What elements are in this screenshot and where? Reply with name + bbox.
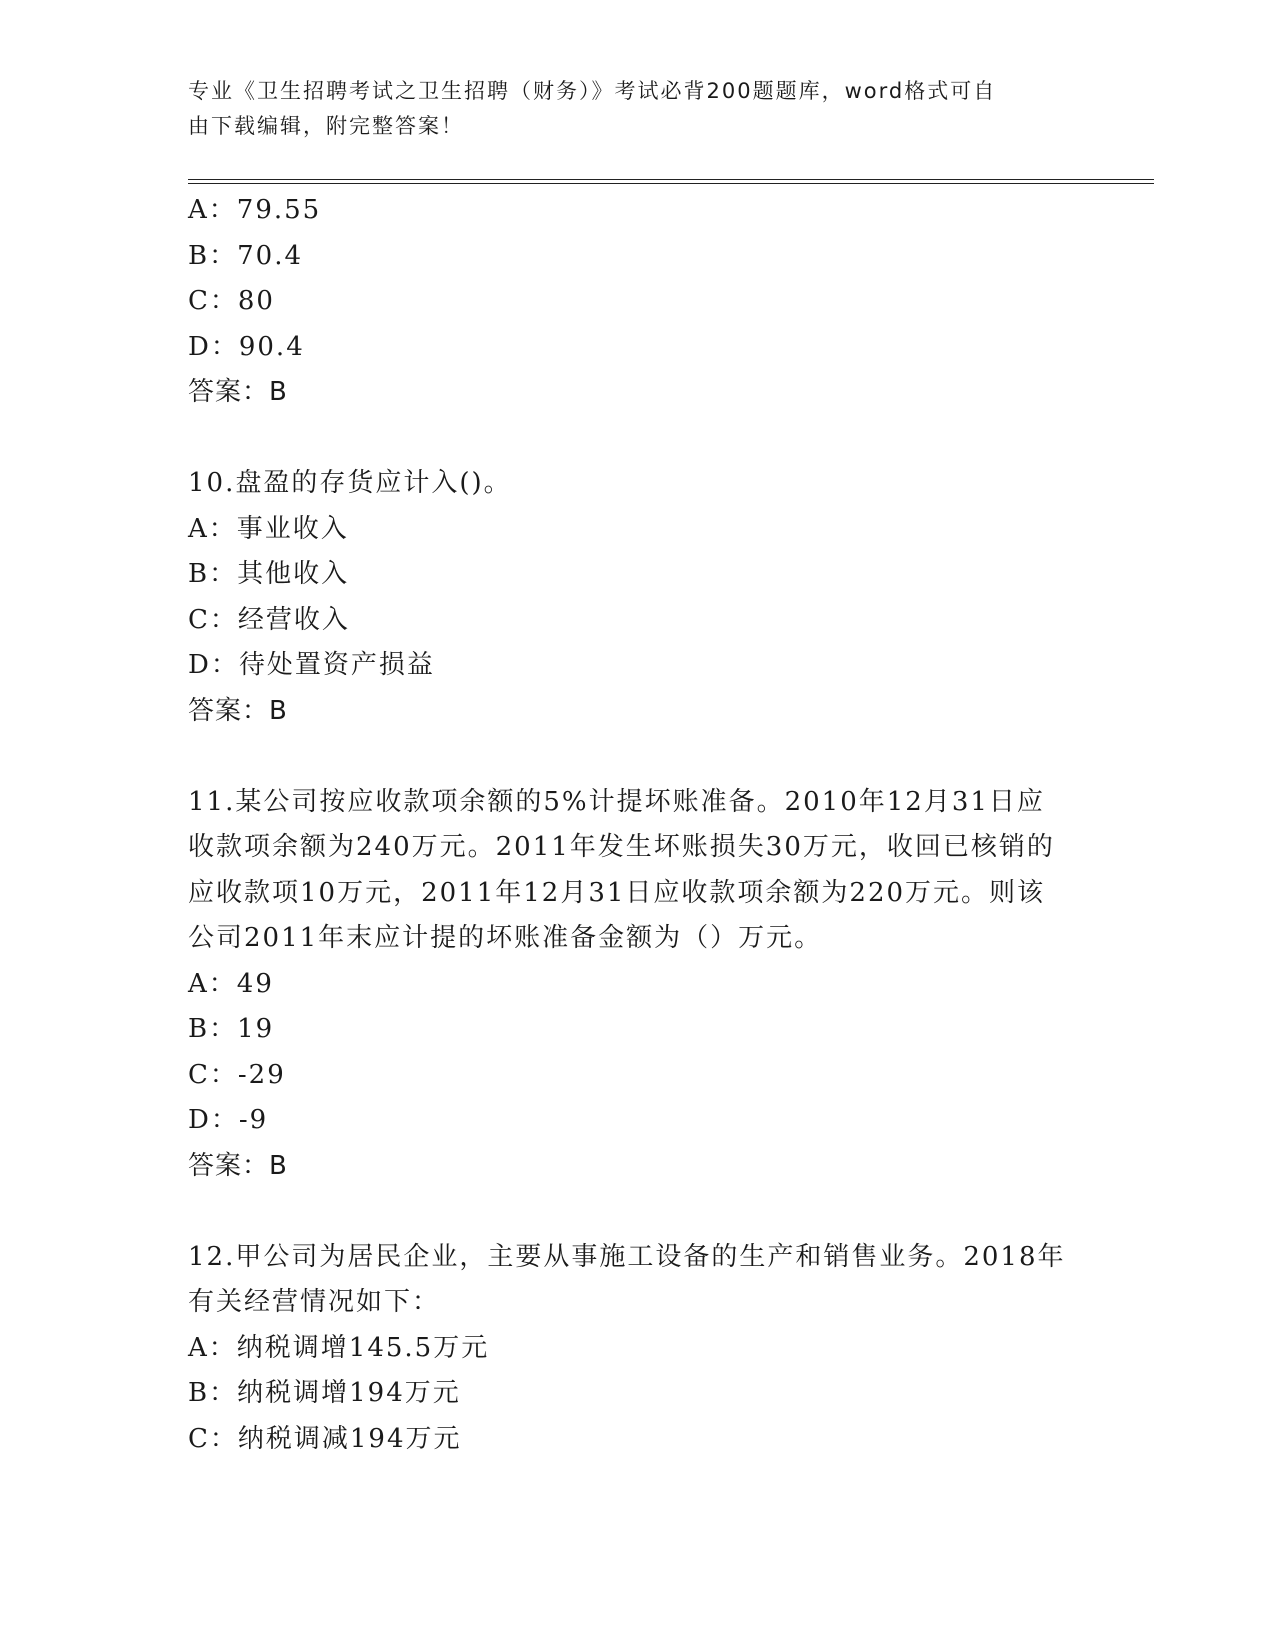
option-d: D：-9 [188,1105,269,1135]
question-11 [188,780,1088,1190]
spacer [188,416,1088,462]
answer: 答案：B [188,377,288,407]
spacer [188,1189,1088,1235]
header-line-1: 专业《卫生招聘考试之卫生招聘（财务）》考试必背200题题库，word格式可自 [188,79,997,103]
spacer [188,734,1088,780]
question-text-line-4: 公司2011年末应计提的坏账准备金额为（）万元。 [188,923,823,953]
answer: 答案：B [188,695,288,726]
question-text-line-1: 11.某公司按应收款项余额的5%计提坏账准备。2010年12月31日应 [188,786,1045,817]
question-content [188,188,1088,1462]
option-b: B：70.4 [188,240,303,271]
question-text: 10.盘盈的存货应计入()。 [188,468,512,498]
option-d: D：90.4 [188,331,305,362]
option-a: A：79.55 [188,195,322,225]
option-a: A：纳税调增145.5万元 [188,1332,490,1363]
option-a: A：事业收入 [188,513,349,544]
header-line-2: 由下载编辑，附完整答案！ [188,114,464,138]
option-b: B：19 [188,1014,275,1044]
question-text-line-2: 有关经营情况如下： [188,1287,441,1317]
answer: 答案：B [188,1150,288,1181]
option-d: D：待处置资产损益 [188,650,435,680]
option-c: C：纳税调减194万元 [188,1423,462,1454]
option-c: C：80 [188,286,275,316]
question-text-line-2: 收款项余额为240万元。2011年发生坏账损失30万元，收回已核销的 [188,832,1055,862]
question-12 [188,1235,1088,1463]
header-divider [188,179,1154,184]
option-c: C：经营收入 [188,604,350,635]
option-b: B：其他收入 [188,559,350,589]
option-a: A：49 [188,968,274,999]
document-header [188,74,1068,144]
question-10 [188,461,1088,734]
option-c: C：-29 [188,1059,286,1090]
question-text-line-1: 12.甲公司为居民企业，主要从事施工设备的生产和销售业务。2018年 [188,1241,1066,1272]
question-9 [188,188,1088,416]
option-b: B：纳税调增194万元 [188,1378,461,1408]
question-text-line-3: 应收款项10万元，2011年12月31日应收款项余额为220万元。则该 [188,877,1046,908]
